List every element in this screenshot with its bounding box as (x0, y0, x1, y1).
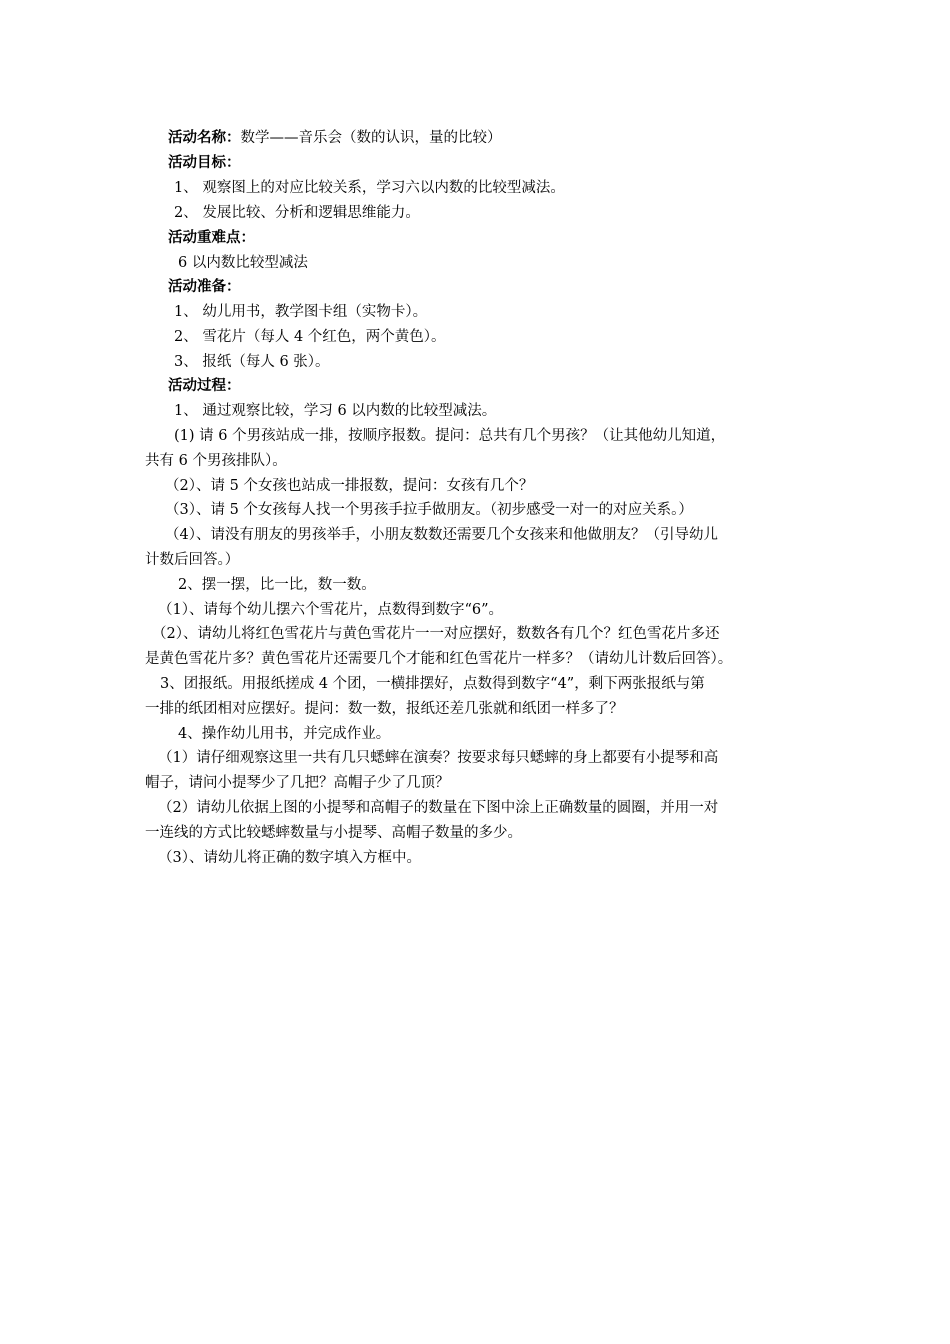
process-step-4-2-line-1: （2）请幼儿依据上图的小提琴和高帽子的数量在下图中涂上正确数量的圆圈，并用一对 (158, 800, 719, 816)
process-step-1-4-line-1: （4）、请没有朋友的男孩举手，小朋友数数还需要几个女孩来和他做朋友？（引导幼儿 (165, 527, 718, 543)
process-step-4-2-line-2: 一连线的方式比较蟋蟀数量与小提琴、高帽子数量的多少。 (145, 825, 522, 841)
activity-name-line (168, 128, 502, 148)
key-points-text: 6 以内数比较型减法 (178, 255, 308, 271)
process-step-2-2-line-2: 是黄色雪花片多？黄色雪花片还需要几个才能和红色雪花片一样多？（请幼儿计数后回答）。 (145, 651, 733, 667)
process-step-1-1-line-1: (1) 请 6 个男孩站成一排，按顺序报数。提问：总共有几个男孩？（让其他幼儿知道， (174, 428, 726, 444)
process-step-1: 1、 通过观察比较，学习 6 以内数的比较型减法。 (174, 403, 497, 419)
goal-item-2: 2、 发展比较、分析和逻辑思维能力。 (174, 205, 420, 221)
process-step-4-3: （3）、请幼儿将正确的数字填入方框中。 (158, 850, 421, 866)
goal-item-1: 1、 观察图上的对应比较关系，学习六以内数的比较型减法。 (174, 180, 565, 196)
key-points-heading: 活动重难点： (168, 230, 255, 246)
process-step-2-1: （1）、请每个幼儿摆六个雪花片，点数得到数字“6”。 (158, 602, 504, 618)
process-step-4-1-line-2: 帽子，请问小提琴少了几把？高帽子少了几顶？ (145, 775, 450, 791)
preparation-item-3: 3、 报纸（每人 6 张）。 (174, 354, 330, 370)
activity-name-label: 活动名称： (168, 130, 241, 146)
process-step-2: 2、摆一摆，比一比，数一数。 (178, 577, 376, 593)
goals-heading: 活动目标： (168, 155, 241, 171)
preparation-item-2: 2、 雪花片（每人 4 个红色，两个黄色）。 (174, 329, 446, 345)
preparation-item-1: 1、 幼儿用书，教学图卡组（实物卡）。 (174, 304, 428, 320)
activity-name-value: 数学——音乐会（数的认识，量的比较） (240, 130, 502, 146)
process-step-1-1-line-2: 共有 6 个男孩排队）。 (145, 453, 287, 469)
process-heading: 活动过程： (168, 378, 241, 394)
process-step-3-line-1: 3、团报纸。用报纸搓成 4 个团，一横排摆好，点数得到数字“4”，剩下两张报纸与第 (160, 676, 705, 692)
process-step-1-4-line-2: 计数后回答。） (145, 552, 240, 568)
process-step-1-3: （3）、请 5 个女孩每人找一个男孩手拉手做朋友。（初步感受一对一的对应关系。） (165, 502, 693, 518)
process-step-4: 4、操作幼儿用书，并完成作业。 (178, 726, 391, 742)
process-step-3-line-2: 一排的纸团相对应摆好。提问：数一数，报纸还差几张就和纸团一样多了？ (145, 701, 624, 717)
process-step-2-2-line-1: （2）、请幼儿将红色雪花片与黄色雪花片一一对应摆好，数数各有几个？红色雪花片多还 (152, 626, 720, 642)
preparation-heading: 活动准备： (168, 279, 241, 295)
process-step-1-2: （2）、请 5 个女孩也站成一排报数，提问：女孩有几个？ (165, 478, 534, 494)
process-step-4-1-line-1: （1）请仔细观察这里一共有几只蟋蟀在演奏？按要求每只蟋蟀的身上都要有小提琴和高 (158, 750, 719, 766)
